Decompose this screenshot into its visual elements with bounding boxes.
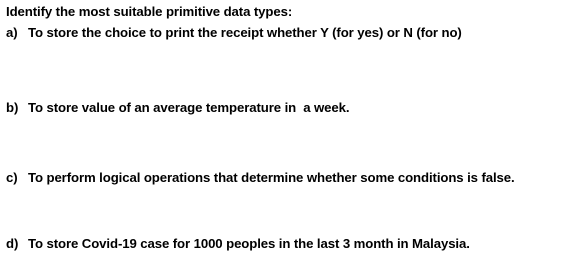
question-text: To store the choice to print the receipt whether Y (for yes) or N (for no) (28, 25, 462, 40)
question-marker: d) (6, 236, 19, 251)
question-marker: a) (6, 25, 18, 40)
question-text: To perform logical operations that determine whether some conditions is false. (28, 170, 515, 185)
question-b (6, 100, 349, 116)
instruction-heading: Identify the most suitable primitive data types: (6, 4, 293, 19)
question-marker: b) (6, 100, 19, 115)
question-text: To store value of an average temperature in a week. (28, 100, 350, 115)
question-a (6, 25, 462, 41)
question-c (6, 170, 515, 186)
question-d (6, 236, 470, 252)
question-text: To store Covid-19 case for 1000 peoples in the last 3 month in Malaysia. (28, 236, 470, 251)
question-marker: c) (6, 170, 18, 185)
